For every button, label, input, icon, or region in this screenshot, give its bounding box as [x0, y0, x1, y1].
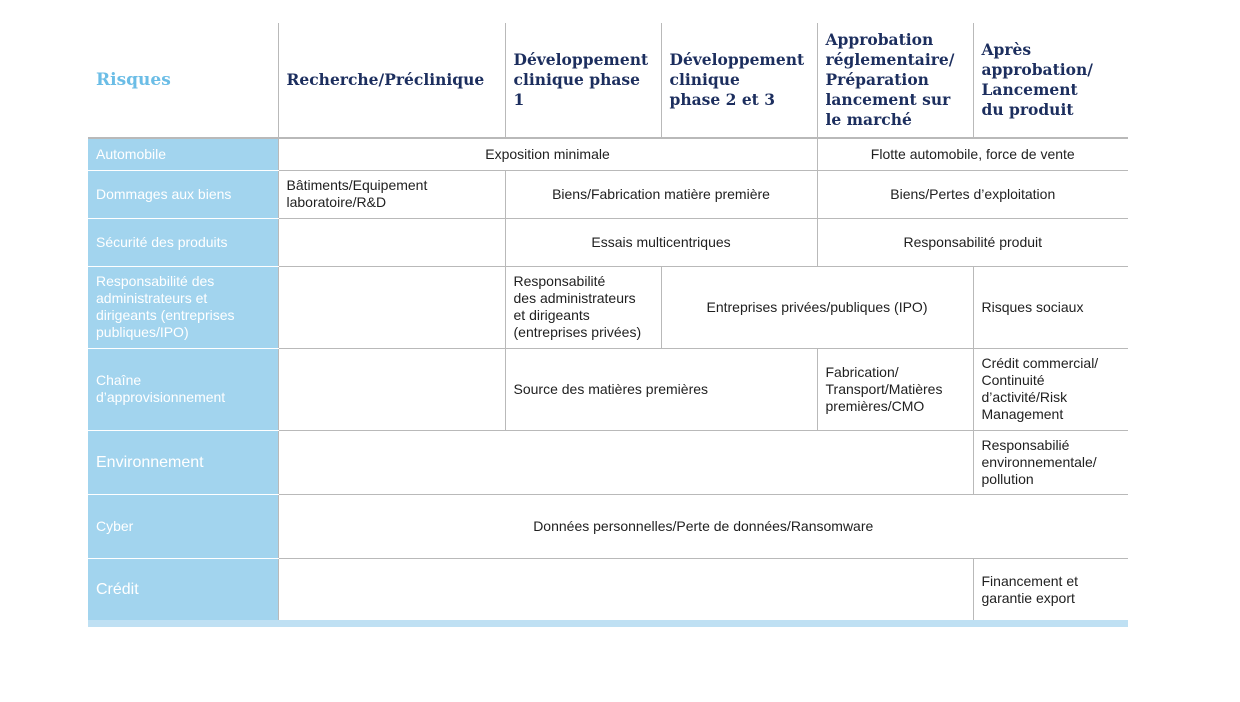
cell-automobile-early: Exposition minimale [278, 138, 817, 170]
cell-credit-empty [278, 558, 973, 621]
risk-label-property: Dommages aux biens [88, 170, 278, 218]
cell-environment-post: Responsabilié environnementale/ pollution [973, 430, 1128, 494]
table-row-automobile [88, 138, 1128, 170]
cell-property-late: Biens/Pertes d’exploitation [817, 170, 1128, 218]
cell-supply-chain-approval: Fabrication/ Transport/Matières premières/CMO [817, 348, 973, 430]
phase-header-clinical-phase-1: Développement clinique phase 1 [505, 23, 661, 138]
risk-label-environment: Environnement [88, 430, 278, 494]
cell-supply-chain-clinical: Source des matières premières [505, 348, 817, 430]
cell-environment-empty [278, 430, 973, 494]
risk-phase-table [88, 23, 1128, 622]
risk-label-automobile: Automobile [88, 138, 278, 170]
table-row-product-safety [88, 218, 1128, 266]
cell-property-research: Bâtiments/Equipement laboratoire/R&D [278, 170, 505, 218]
risk-label-cyber: Cyber [88, 494, 278, 558]
cell-credit-post: Financement et garantie export [973, 558, 1128, 621]
table-row-environment [88, 430, 1128, 494]
risk-label-directors: Responsabilité des administrateurs et dirigeants (entreprises publiques/IPO) [88, 266, 278, 348]
table-row-supply-chain [88, 348, 1128, 430]
cell-product-safety-research-empty [278, 218, 505, 266]
risk-label-product-safety: Sécurité des produits [88, 218, 278, 266]
phase-header-regulatory-approval: Approbation réglementaire/ Préparation lancement sur le marché [817, 23, 973, 138]
risks-header: Risques [88, 23, 278, 138]
risk-label-supply-chain: Chaîne d’approvisionnement [88, 348, 278, 430]
cell-supply-chain-post: Crédit commercial/ Continuité d’activité/Risk Management [973, 348, 1128, 430]
cell-cyber-all: Données personnelles/Perte de données/Ransomware [278, 494, 1128, 558]
risk-label-credit: Crédit [88, 558, 278, 621]
table-bottom-bar [88, 620, 1128, 627]
cell-directors-post: Risques sociaux [973, 266, 1128, 348]
cell-product-safety-late: Responsabilité produit [817, 218, 1128, 266]
cell-directors-research-empty [278, 266, 505, 348]
cell-directors-middle: Entreprises privées/publiques (IPO) [661, 266, 973, 348]
cell-supply-chain-research-empty [278, 348, 505, 430]
table-row-credit [88, 558, 1128, 621]
cell-automobile-late: Flotte automobile, force de vente [817, 138, 1128, 170]
cell-product-safety-clinical: Essais multicentriques [505, 218, 817, 266]
table-row-directors [88, 266, 1128, 348]
phase-header-research: Recherche/Préclinique [278, 23, 505, 138]
table-row-cyber [88, 494, 1128, 558]
header-row [88, 23, 1128, 138]
cell-property-clinical: Biens/Fabrication matière première [505, 170, 817, 218]
cell-directors-phase1: Responsabilité des administrateurs et dirigeants (entreprises privées) [505, 266, 661, 348]
phase-header-clinical-phase-2-3: Développement clinique phase 2 et 3 [661, 23, 817, 138]
table-row-property [88, 170, 1128, 218]
phase-header-post-approval: Après approbation/ Lancement du produit [973, 23, 1128, 138]
